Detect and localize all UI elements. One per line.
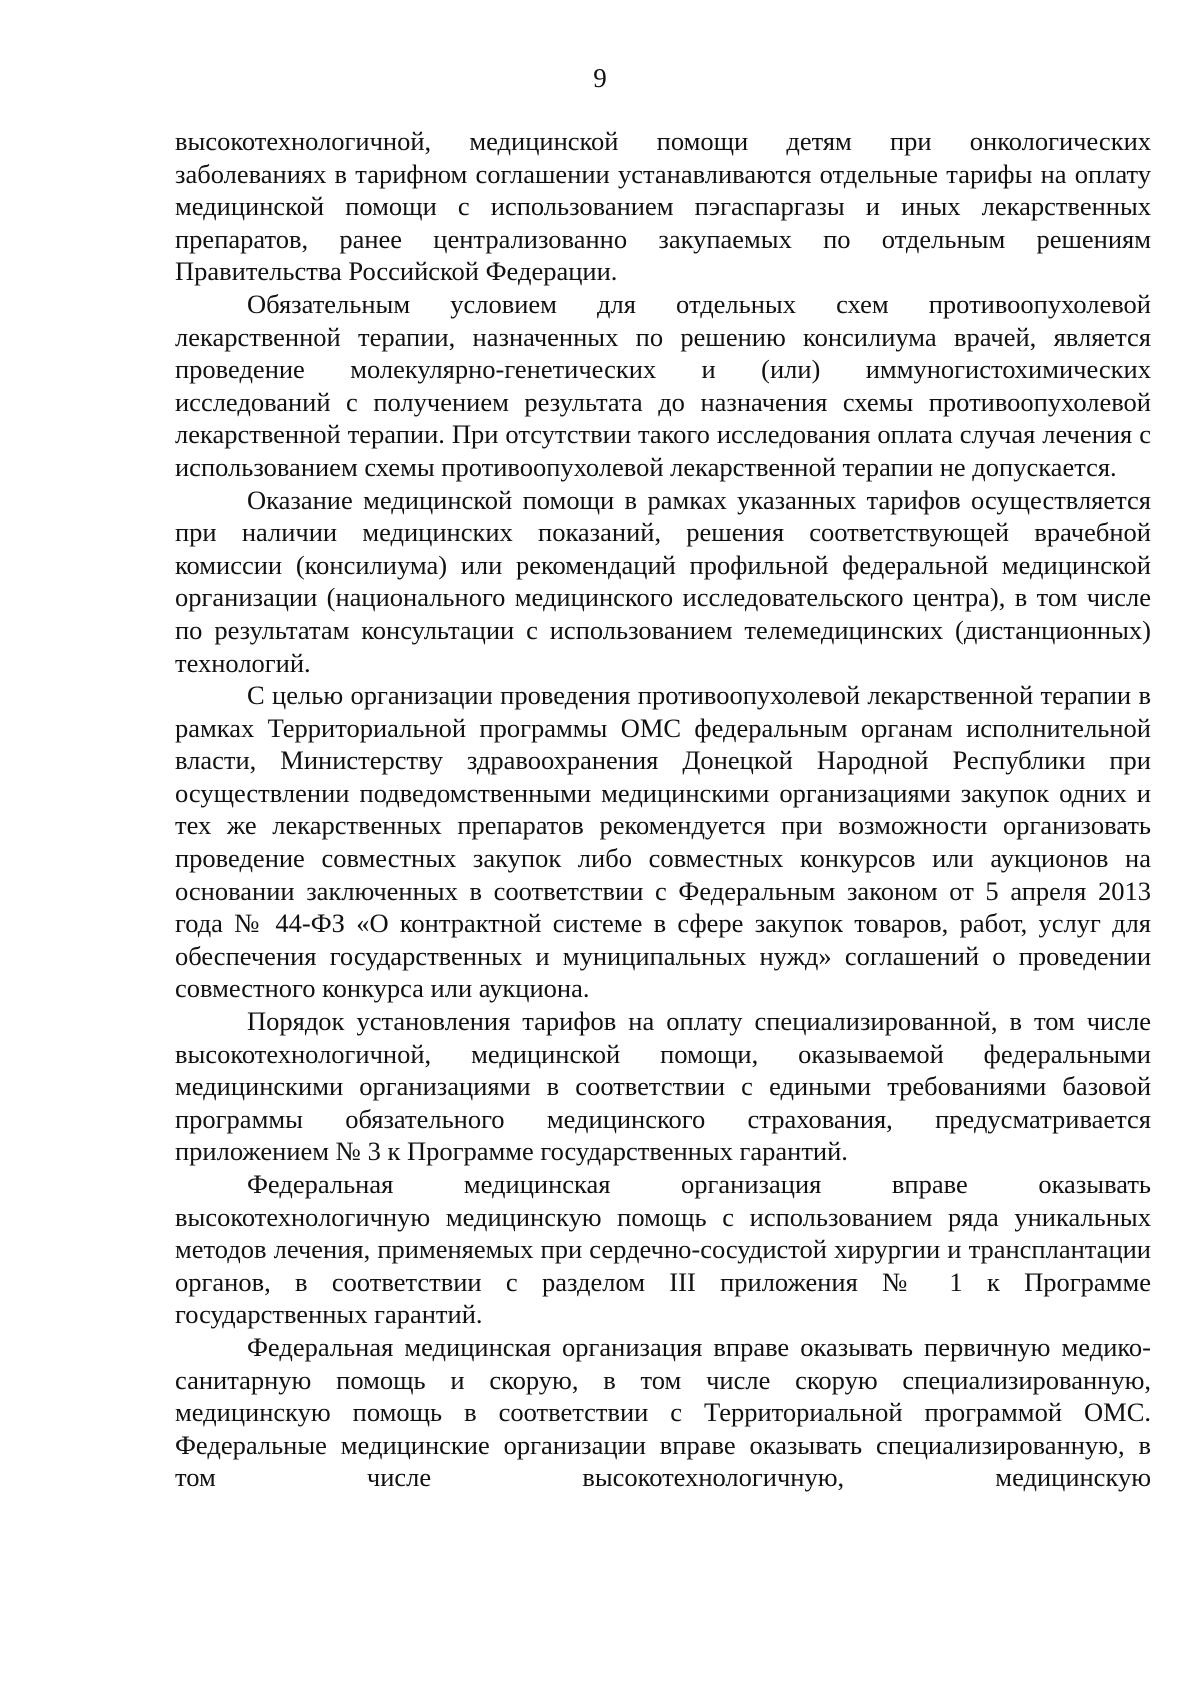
document-body <box>175 125 1151 1494</box>
paragraph-continuation: высокотехнологичной, медицинской помощи детям при онкологических заболеваниях в тарифном соглашении устанавливаются отдельные тарифы на оплату медицинской помощи с использованием пэгаспаргазы и иных лекарственных препаратов, ранее централизованно закупаемых по отдельным решениям Правительства Российской Федерации. <box>175 126 1151 287</box>
paragraph-primary-care: Федеральная медицинская организация вправе оказывать первичную медико-санитарную помощь и скорую, в том числе скорую специализированную, медицинскую помощь в соответствии с Территориальной программой ОМС. Федеральные медицинские организации вправе оказывать специализированную, в том числе высокотехнологичную, медицинскую <box>175 1331 1151 1493</box>
page-number: 9 <box>593 63 607 93</box>
paragraph-tariff-procedure: Порядок установления тарифов на оплату специализированной, в том числе высокотехнологичной, медицинской помощи, оказываемой федеральными медицинскими организациями в соответствии с едиными требованиями базовой программы обязательного медицинского страхования, предусматривается приложением № 3 к Программе государственных гарантий. <box>175 1006 1151 1167</box>
paragraph-medical-indications: Оказание медицинской помощи в рамках указанных тарифов осуществляется при наличии медицинских показаний, решения соответствующей врачебной комиссии (консилиума) или рекомендаций профильной федеральной медицинской организации (национального медицинского исследовательского центра), в том числе по результатам консультации с использованием телемедицинских (дистанционных) технологий. <box>175 484 1151 678</box>
paragraph-joint-procurement: С целью организации проведения противоопухолевой лекарственной терапии в рамках Территориальной программы ОМС федеральным органам исполнительной власти, Министерству здравоохранения Донецкой Народной Республики при осуществлении подведомственными медицинскими организациями закупок одних и тех же лекарственных препаратов рекомендуется при возможности организовать проведение совместных закупок либо совместных конкурсов или аукционов на основании заключенных в соответствии с Федеральным законом от 5 апреля 2013 года № 44-ФЗ «О контрактной системе в сфере закупок товаров, работ, услуг для обеспечения государственных и муниципальных нужд» соглашений о проведении совместного конкурса или аукциона. <box>175 680 1151 1004</box>
paragraph-molecular-genetic-testing: Обязательным условием для отдельных схем противоопухолевой лекарственной терапии, назначенных по решению консилиума врачей, является проведение молекулярно-генетических и (или) иммуногистохимических исследований с получением результата до назначения схемы противоопухолевой лекарственной терапии. При отсутствии такого исследования оплата случая лечения с использованием схемы противоопухолевой лекарственной терапии не допускается. <box>175 288 1151 482</box>
paragraph-high-tech-care: Федеральная медицинская организация вправе оказывать высокотехнологичную медицинскую помощь с использованием ряда уникальных методов лечения, применяемых при сердечно-сосудистой хирургии и трансплантации органов, в соответствии с разделом III приложения № 1 к Программе государственных гарантий. <box>175 1169 1151 1330</box>
